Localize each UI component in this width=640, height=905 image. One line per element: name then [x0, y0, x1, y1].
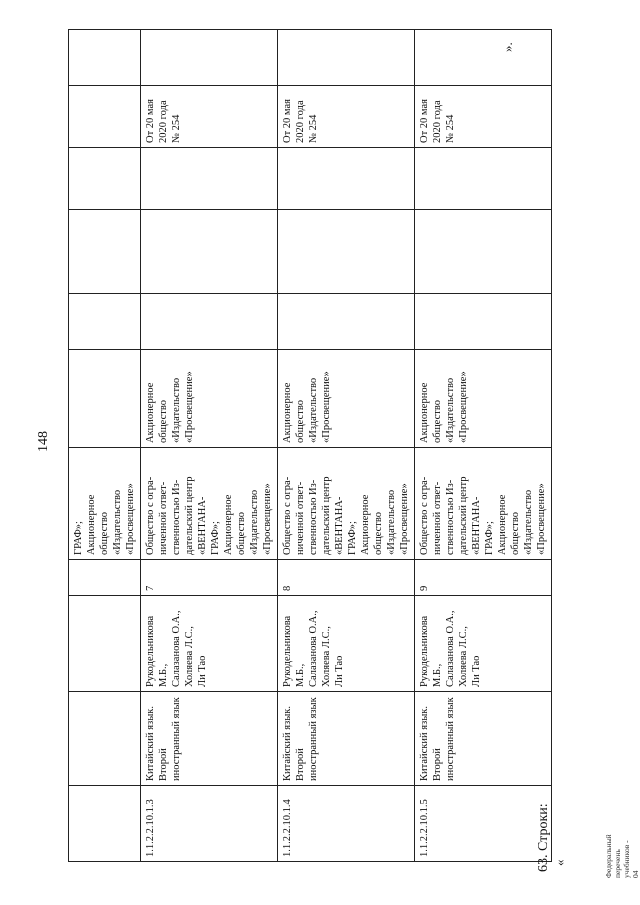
extra-cell: [415, 30, 552, 86]
date-cell: От 20 мая 2020 года № 254: [415, 86, 552, 148]
date-cell: От 20 мая 2020 года № 254: [141, 86, 278, 148]
table-row: [141, 30, 278, 862]
col8-cell: [69, 210, 141, 294]
legal-cell: Акционерное общество «Издательство «Просвещение»: [278, 350, 415, 448]
row-id: 1.1.2.2.10.1.4: [278, 786, 415, 862]
col9-cell: [141, 148, 278, 210]
col7-cell: [141, 294, 278, 350]
extra-cell: [69, 30, 141, 86]
subject-cell: Китайский язык. Второй иностранный язык: [415, 692, 552, 786]
grade-cell: 7: [141, 560, 278, 596]
col9-cell: [415, 148, 552, 210]
publisher-cell: Общество с огра- ниченной ответ- ственностью Из- дательский центр «ВЕНТАНА- ГРАФ»; Акционерное общество «Издательство «Просвещение»: [278, 448, 415, 560]
date-cell: От 20 мая 2020 года № 254: [278, 86, 415, 148]
col7-cell: [415, 294, 552, 350]
grade-cell: 9: [415, 560, 552, 596]
date-cell: [69, 86, 141, 148]
authors-cell: Рукодельникова М.Б., Салазанова О.А., Холяева Л.С., Ли Тао: [141, 596, 278, 692]
col7-cell: [278, 294, 415, 350]
page-number-label: 148: [36, 431, 51, 452]
section-heading: 63. Строки:: [536, 803, 551, 872]
extra-cell: [141, 30, 278, 86]
extra-cell: [278, 30, 415, 86]
legal-cell: Акционерное общество «Издательство «Просвещение»: [141, 350, 278, 448]
table-row: [415, 30, 552, 862]
grade-cell: [69, 560, 141, 596]
publisher-cell: ГРАФ»; Акционерное общество «Издательство «Просвещение»: [69, 448, 141, 560]
legal-cell: [69, 350, 141, 448]
subject-cell: [69, 692, 141, 786]
authors-cell: Рукодельникова М.Б., Салазанова О.А., Холяева Л.С., Ли Тао: [278, 596, 415, 692]
col9-cell: [69, 148, 141, 210]
row-id: [69, 786, 141, 862]
col8-cell: [278, 210, 415, 294]
footer-note: Федеральный перечень учебников - 04: [604, 834, 640, 878]
subject-cell: Китайский язык. Второй иностранный язык: [141, 692, 278, 786]
table-row: [278, 30, 415, 862]
col8-cell: [141, 210, 278, 294]
row-id: 1.1.2.2.10.1.3: [141, 786, 278, 862]
legal-cell: Акционерное общество «Издательство «Просвещение»: [415, 350, 552, 448]
col9-cell: [278, 148, 415, 210]
publisher-cell: Общество с огра- ниченной ответ- ственностью Из- дательский центр «ВЕНТАНА- ГРАФ»; Акционерное общество «Издательство «Просвещение»: [415, 448, 552, 560]
table-row: [69, 30, 141, 862]
closing-quote: ».: [500, 42, 515, 52]
subject-cell: Китайский язык. Второй иностранный язык: [278, 692, 415, 786]
col7-cell: [69, 294, 141, 350]
grade-cell: 8: [278, 560, 415, 596]
authors-cell: [69, 596, 141, 692]
row-id: 1.1.2.2.10.1.5: [415, 786, 552, 862]
textbook-list-table: [68, 29, 552, 862]
authors-cell: Рукодельникова М.Б., Салазанова О.А., Холяева Л.С., Ли Тао: [415, 596, 552, 692]
opening-quote: «: [552, 859, 567, 866]
publisher-cell: Общество с огра- ниченной ответ- ственностью Из- дательский центр «ВЕНТАНА- ГРАФ»; Акционерное общество «Издательство «Просвещение»: [141, 448, 278, 560]
col8-cell: [415, 210, 552, 294]
